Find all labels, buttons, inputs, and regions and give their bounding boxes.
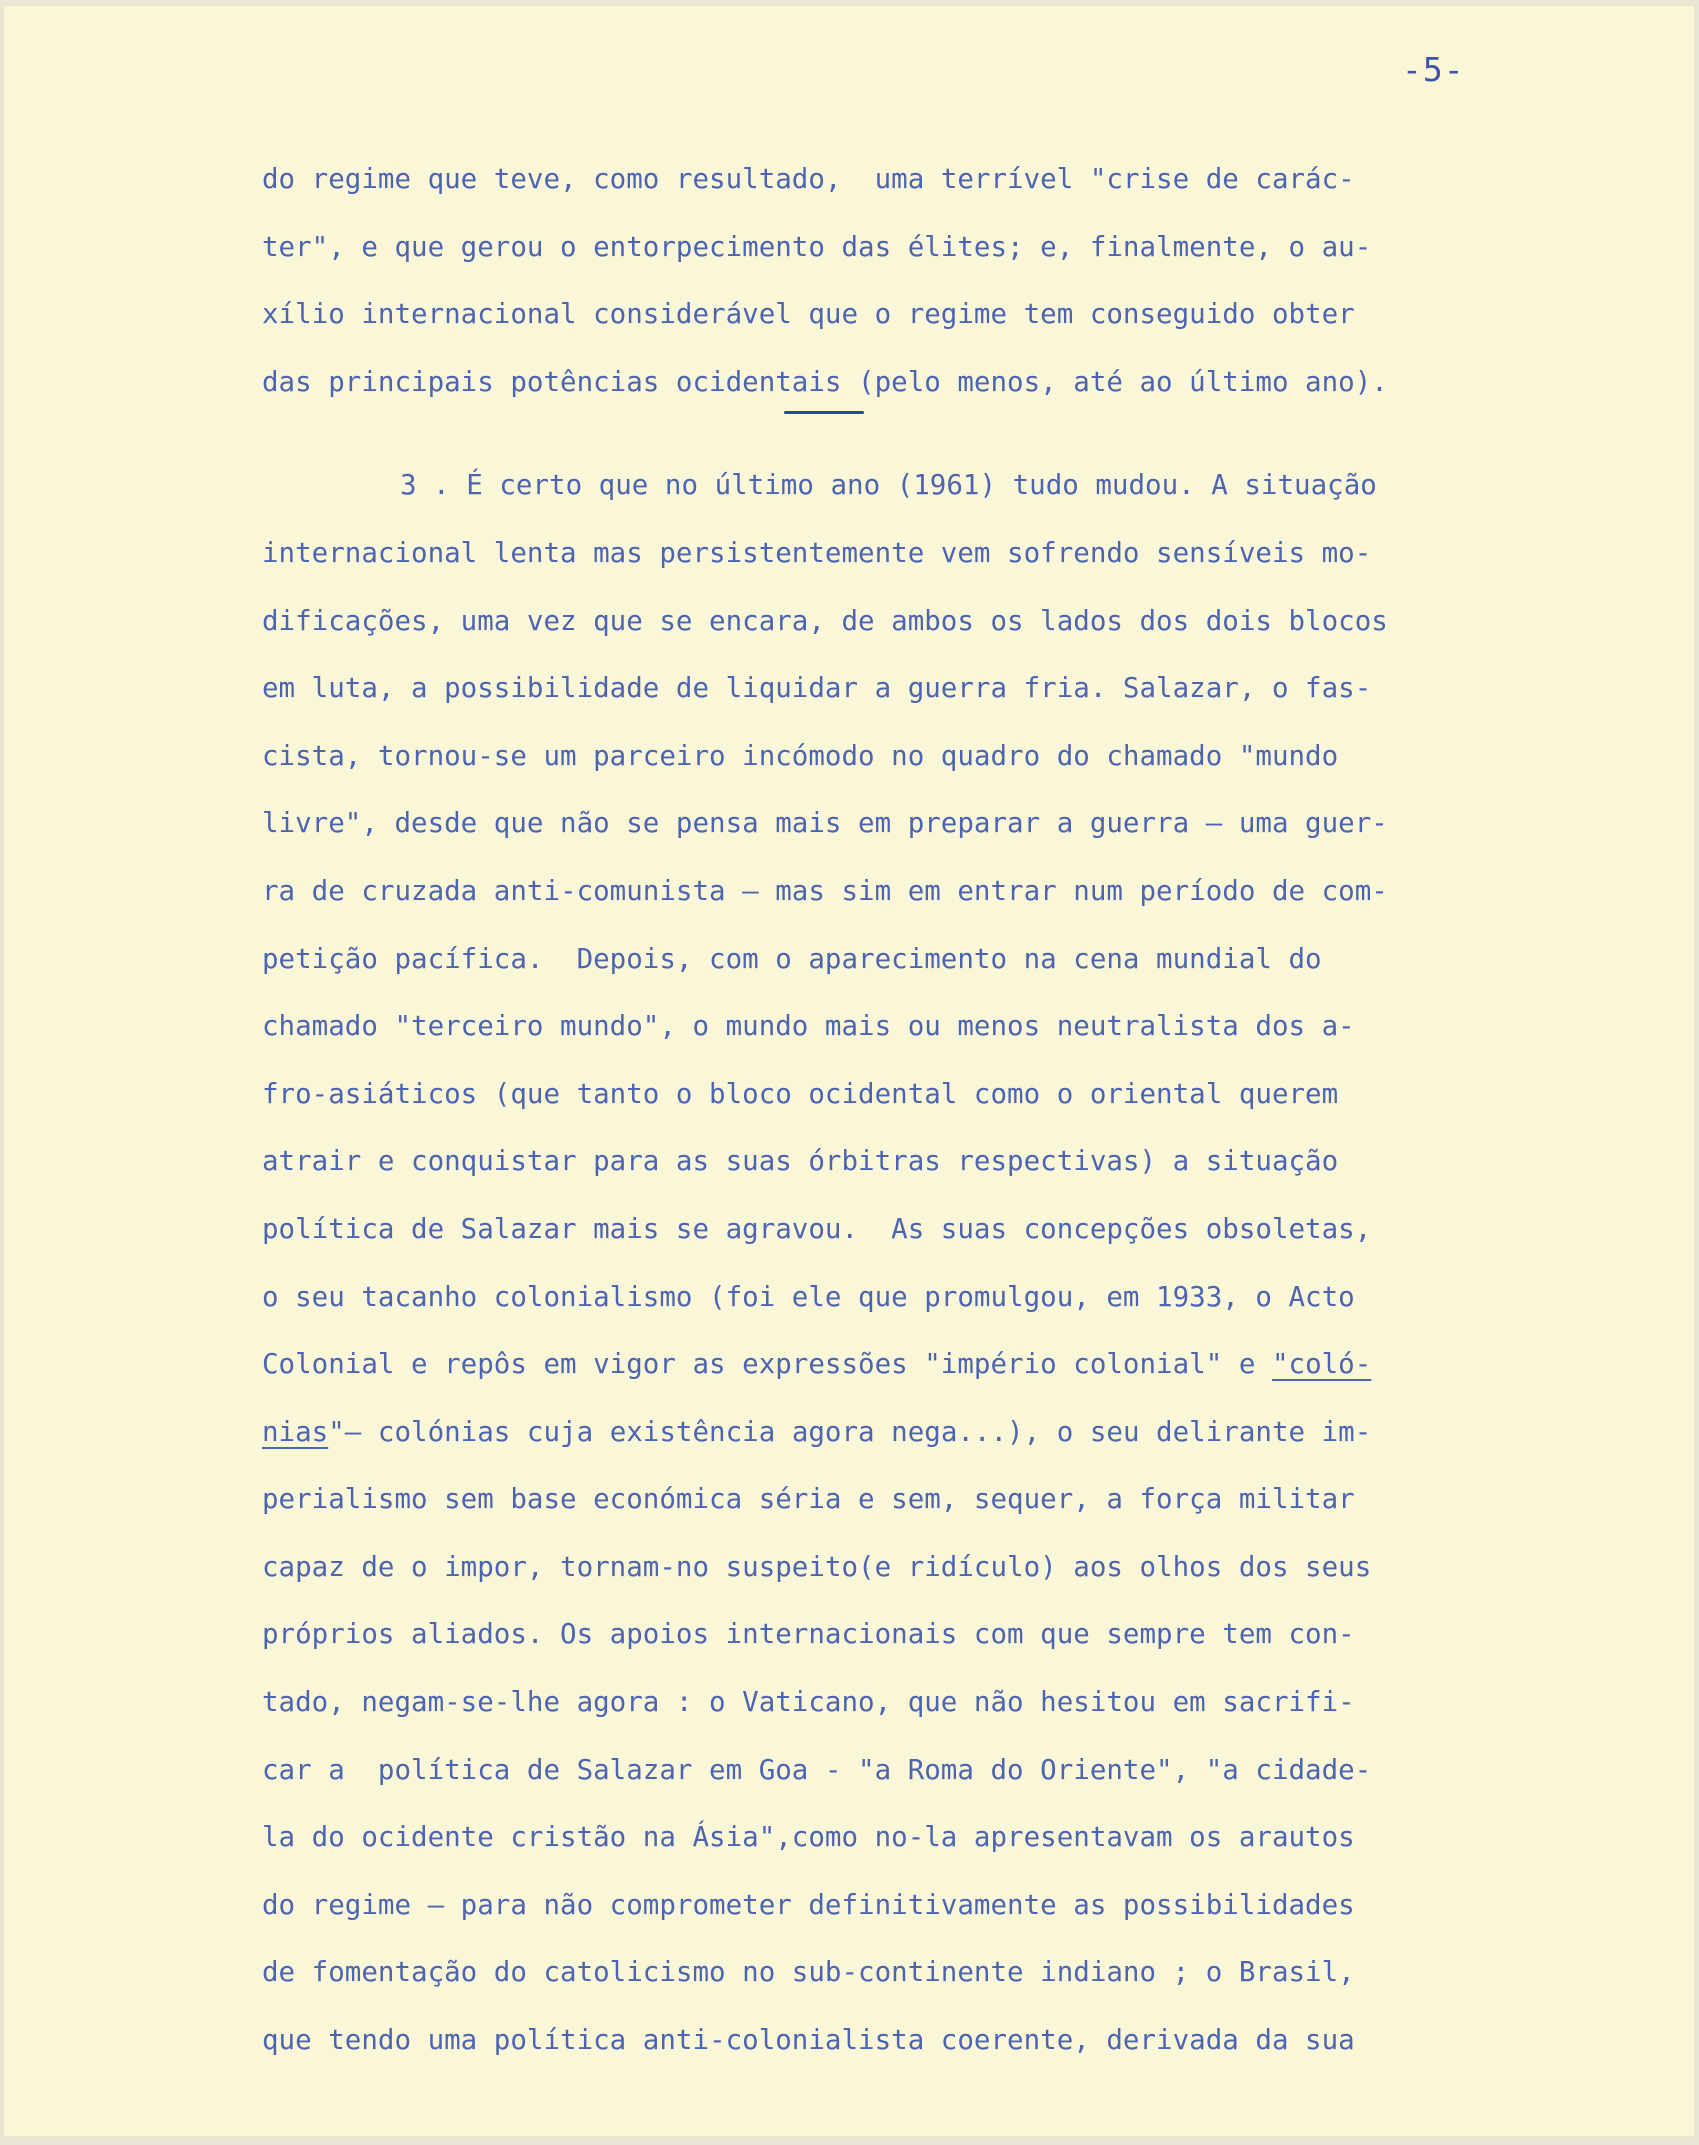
text-line-13: chamado "terceiro mundo", o mundo mais ou menos neutralista dos a- [262, 1010, 1355, 1043]
text-line-18 [262, 1331, 1632, 1399]
text-line-10: livre", desde que não se pensa mais em preparar a guerra — uma guer- [262, 807, 1388, 840]
text-line-15: atrair e conquistar para as suas órbitras respectivas) a situação [262, 1145, 1339, 1178]
text-line-18-main: Colonial e repôs em vigor as expressões "império colonial" e [262, 1348, 1272, 1381]
text-line-19-rest: "— colónias cuja existência agora nega...), o seu delirante im- [328, 1415, 1372, 1448]
text-line-12: petição pacífica. Depois, com o aparecimento na cena mundial do [262, 942, 1322, 975]
text-line-1: do regime que teve, como resultado, uma terrível "crise de carác- [262, 163, 1355, 195]
page-number: -5- [1402, 50, 1465, 89]
text-line-23: tado, negam-se-lhe agora : o Vaticano, que não hesitou em sacrifi- [262, 1686, 1355, 1719]
text-line-26: do regime — para não comprometer definitivamente as possibilidades [262, 1888, 1355, 1921]
underlined-word-nias: nias [262, 1415, 329, 1448]
text-line-9: cista, tornou-se um parceiro incómodo no quadro do chamado "mundo [262, 739, 1339, 772]
text-line-22: próprios aliados. Os apoios internacionais com que sempre tem con- [262, 1618, 1355, 1651]
text-line-19 [262, 1399, 1632, 1467]
text-line-17: o seu tacanho colonialismo (foi ele que promulgou, em 1933, o Acto [262, 1280, 1355, 1313]
underlined-word-colo: "coló- [1271, 1348, 1372, 1381]
text-line-8: em luta, a possibilidade de liquidar a guerra fria. Salazar, o fas- [262, 672, 1372, 705]
document-page [4, 6, 1694, 2136]
text-line-28: que tendo uma política anti-colonialista coerente, derivada da sua [262, 2024, 1355, 2057]
text-line-11: ra de cruzada anti-comunista — mas sim em entrar num período de com- [262, 874, 1388, 907]
text-line-3: xílio internacional considerável que o regime tem conseguido obter [262, 298, 1355, 331]
text-line-14: fro-asiáticos (que tanto o bloco ocidental como o oriental querem [262, 1077, 1339, 1110]
text-line-16: política de Salazar mais se agravou. As suas concepções obsoletas, [262, 1212, 1372, 1245]
text-line-7: dificações, uma vez que se encara, de ambos os lados dos dois blocos [262, 604, 1388, 637]
text-line-6: internacional lenta mas persistentemente vem sofrendo sensíveis mo- [262, 536, 1372, 569]
body-text [262, 146, 1632, 2075]
text-line-21: capaz de o impor, tornam-no suspeito(e ridículo) aos olhos dos seus [262, 1550, 1372, 1583]
text-line-5-paragraph-start: 3 . É certo que no último ano (1961) tudo mudou. A situação [400, 469, 1377, 502]
text-line-4: das principais potências ocidentais (pelo menos, até ao último ano). [262, 365, 1388, 398]
text-line-20: perialismo sem base económica séria e sem, sequer, a força militar [262, 1483, 1355, 1516]
text-line-27: de fomentação do catolicismo no sub-continente indiano ; o Brasil, [262, 1956, 1355, 1989]
text-line-24: car a política de Salazar em Goa - "a Roma do Oriente", "a cidade- [262, 1753, 1372, 1786]
text-line-2: ter", e que gerou o entorpecimento das élites; e, finalmente, o au- [262, 230, 1372, 263]
text-line-25: la do ocidente cristão na Ásia",como no-la apresentavam os arautos [262, 1821, 1355, 1854]
